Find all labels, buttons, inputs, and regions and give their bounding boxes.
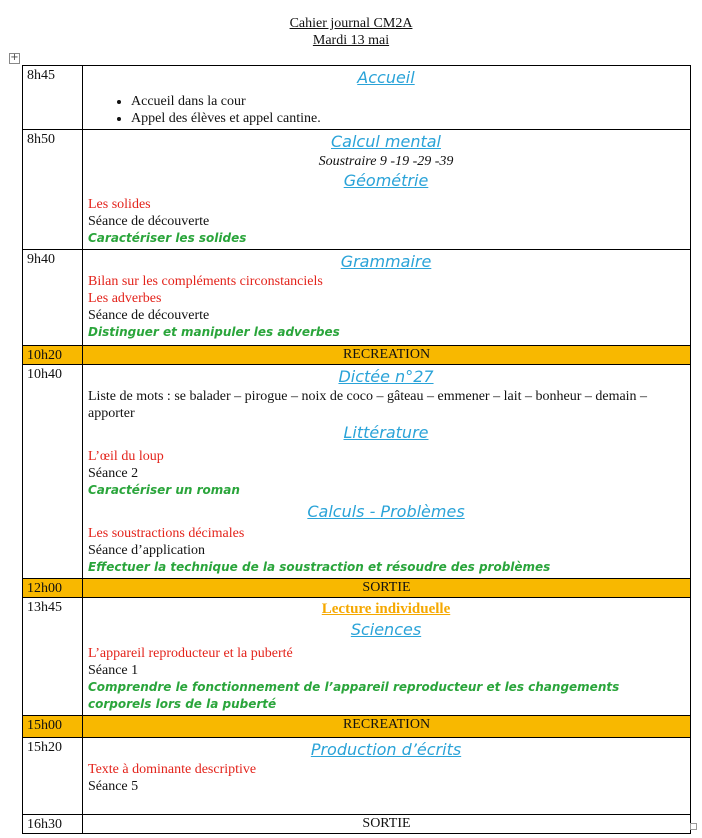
session-text: Séance 1 bbox=[88, 663, 139, 678]
session-text: Séance de découverte bbox=[88, 308, 210, 323]
word-list: Liste de mots : se balader – pirogue – noix de coco – gâteau – emmener – lait – bonheur – demain – apporter bbox=[88, 389, 648, 421]
subject-heading: Géométrie bbox=[343, 171, 429, 190]
end-row bbox=[23, 815, 691, 834]
lesson-topic: Les solides bbox=[88, 197, 151, 212]
lesson-objective: Effectuer la technique de la soustraction et résoudre des problèmes bbox=[88, 560, 551, 574]
subject-heading: Sciences bbox=[350, 620, 422, 639]
content-cell bbox=[83, 130, 691, 250]
schedule-table bbox=[22, 65, 691, 834]
schedule-row bbox=[23, 250, 691, 346]
time-cell: 8h45 bbox=[23, 66, 83, 130]
break-row bbox=[23, 716, 691, 738]
content-cell bbox=[83, 598, 691, 716]
subject-heading: Calcul mental bbox=[331, 132, 441, 151]
list-item: • Appel des élèves et appel cantine. bbox=[131, 110, 684, 127]
time-cell: 13h45 bbox=[23, 598, 83, 716]
table-resize-handle[interactable] bbox=[690, 823, 697, 830]
document-title: Cahier journal CM2A bbox=[289, 16, 413, 31]
session-text: Séance 5 bbox=[88, 779, 139, 794]
content-cell bbox=[83, 66, 691, 130]
time-cell: 16h30 bbox=[23, 815, 83, 834]
document-date: Mardi 13 mai bbox=[312, 33, 390, 48]
lesson-topic: Texte à dominante descriptive bbox=[88, 762, 257, 777]
subject-heading: Lecture individuelle bbox=[321, 601, 451, 617]
list-item: • Accueil dans la cour bbox=[131, 93, 684, 110]
break-label: RECREATION bbox=[83, 346, 691, 365]
document-header bbox=[0, 15, 702, 49]
schedule-row bbox=[23, 598, 691, 716]
time-cell: 12h00 bbox=[23, 579, 83, 598]
schedule-row bbox=[23, 66, 691, 130]
activity-list bbox=[88, 93, 684, 127]
break-row bbox=[23, 579, 691, 598]
break-label: SORTIE bbox=[83, 579, 691, 598]
lesson-topic: Les adverbes bbox=[88, 291, 162, 306]
subject-heading: Calculs - Problèmes bbox=[307, 502, 465, 521]
subject-heading: Dictée n°27 bbox=[338, 367, 434, 386]
lesson-topic: Les soustractions décimales bbox=[88, 526, 245, 541]
schedule-row bbox=[23, 738, 691, 815]
mental-calc-text: Soustraire 9 -19 -29 -39 bbox=[318, 154, 454, 169]
schedule-row bbox=[23, 365, 691, 579]
time-cell: 9h40 bbox=[23, 250, 83, 346]
time-cell: 10h20 bbox=[23, 346, 83, 365]
break-label: RECREATION bbox=[83, 716, 691, 738]
session-text: Séance de découverte bbox=[88, 214, 210, 229]
time-cell: 15h00 bbox=[23, 716, 83, 738]
time-cell: 10h40 bbox=[23, 365, 83, 579]
session-text: Séance 2 bbox=[88, 466, 139, 481]
table-move-handle-icon[interactable]: + bbox=[10, 52, 19, 63]
end-label: SORTIE bbox=[83, 815, 691, 834]
lesson-topic: L’appareil reproducteur et la puberté bbox=[88, 646, 293, 661]
session-text: Séance d’application bbox=[88, 543, 206, 558]
subject-heading: Grammaire bbox=[340, 252, 432, 271]
content-cell bbox=[83, 738, 691, 815]
subject-heading: Littérature bbox=[343, 423, 429, 442]
content-cell bbox=[83, 250, 691, 346]
schedule-row bbox=[23, 130, 691, 250]
lesson-topic: Bilan sur les compléments circonstanciels bbox=[88, 274, 323, 289]
lesson-objective: Caractériser un roman bbox=[88, 483, 240, 497]
subject-heading: Accueil bbox=[357, 68, 415, 87]
lesson-objective: Caractériser les solides bbox=[88, 231, 247, 245]
lesson-objective: Distinguer et manipuler les adverbes bbox=[88, 325, 340, 339]
time-cell: 8h50 bbox=[23, 130, 83, 250]
time-cell: 15h20 bbox=[23, 738, 83, 815]
subject-heading: Production d’écrits bbox=[310, 740, 462, 759]
break-row bbox=[23, 346, 691, 365]
content-cell bbox=[83, 365, 691, 579]
lesson-topic: L’œil du loup bbox=[88, 449, 164, 464]
lesson-objective: Comprendre le fonctionnement de l’appareil reproducteur et les changements corporels lors de la puberté bbox=[88, 680, 620, 711]
